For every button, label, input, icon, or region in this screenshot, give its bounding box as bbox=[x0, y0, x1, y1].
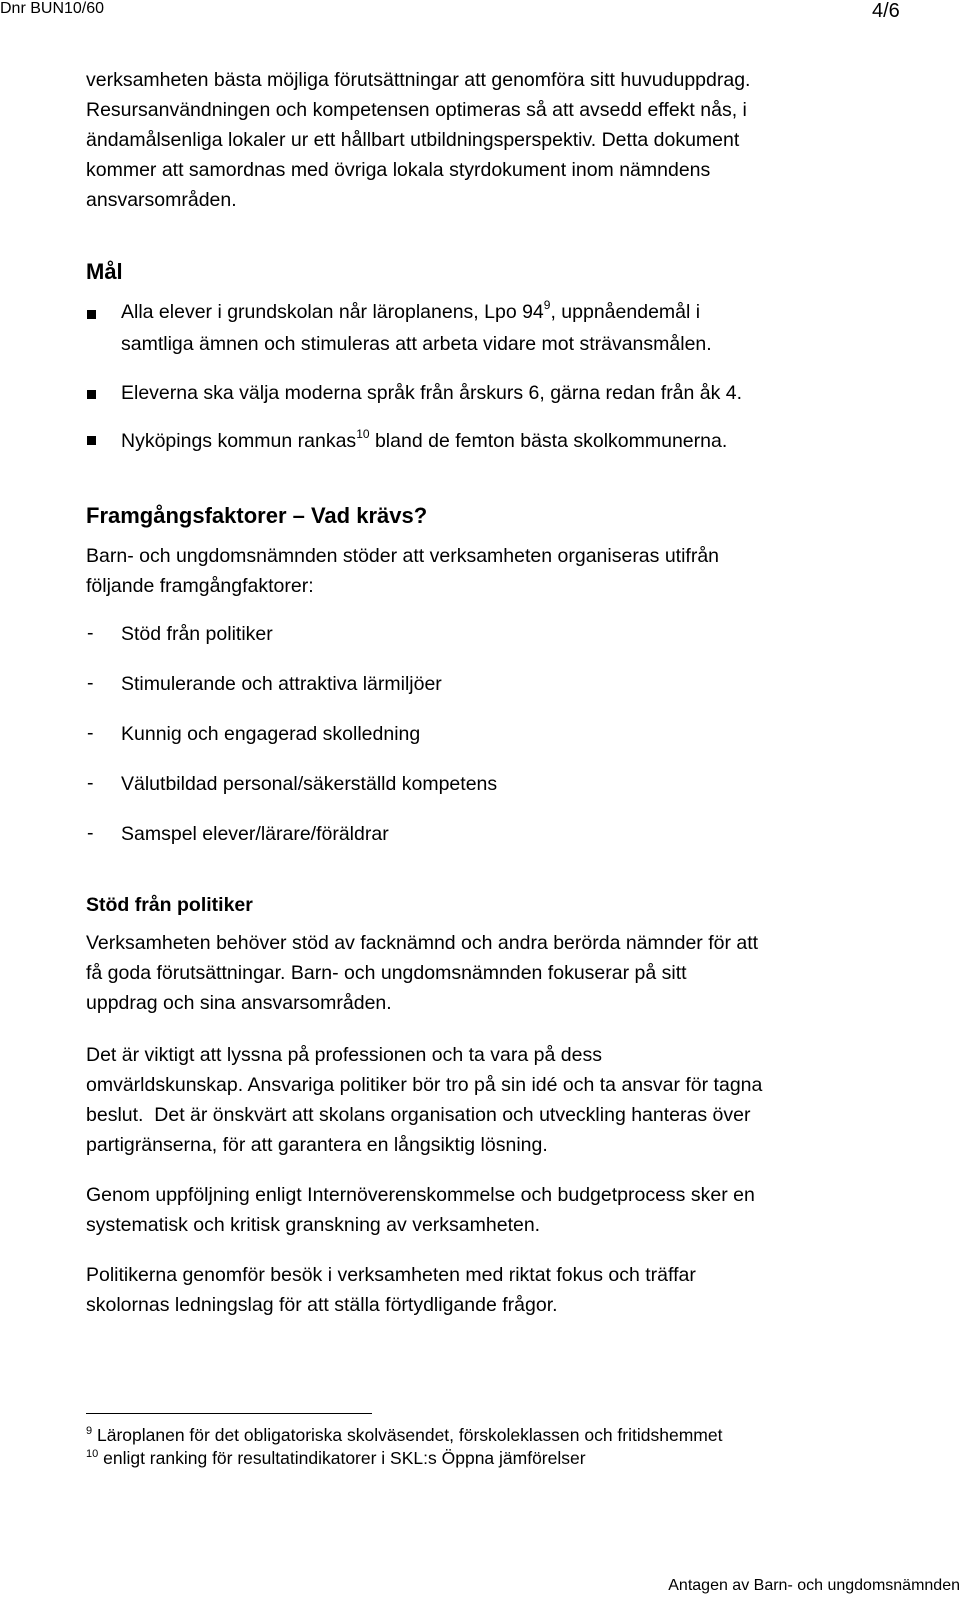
stod-paragraph-3 bbox=[86, 1180, 755, 1240]
paragraph-line: skolornas ledningslag för att ställa förtydligande frågor. bbox=[86, 1294, 558, 1316]
intro-line: kommer att samordnas med övriga lokala styrdokument inom nämndens bbox=[86, 159, 711, 181]
paragraph-line: Genom uppföljning enligt Internöverenskommelse och budgetprocess sker en bbox=[86, 1184, 755, 1206]
bullet-text: samtliga ämnen och stimuleras att arbeta vidare mot strävansmålen. bbox=[121, 333, 712, 355]
framgang-item: Välutbildad personal/säkerställd kompetens bbox=[121, 773, 498, 795]
dash-marker: - bbox=[87, 772, 94, 794]
footnote-text: enligt ranking för resultatindikatorer i SKL:s Öppna jämförelser bbox=[98, 1448, 586, 1468]
footnote-number: 9 bbox=[86, 1425, 93, 1437]
dash-marker: - bbox=[87, 822, 94, 844]
framgang-item: Stöd från politiker bbox=[121, 623, 273, 645]
document-number: Dnr BUN10/60 bbox=[0, 0, 105, 17]
paragraph-line: Verksamheten behöver stöd av facknämnd och andra berörda nämnder för att bbox=[86, 932, 759, 954]
paragraph-line: partigränserna, för att garantera en långsiktig lösning. bbox=[86, 1134, 548, 1156]
stod-paragraph-4 bbox=[86, 1260, 696, 1320]
bullet-text: Alla elever i grundskolan når läroplanens, Lpo 94 bbox=[121, 301, 544, 323]
bullet-square-icon bbox=[87, 310, 96, 319]
intro-line: verksamheten bästa möjliga förutsättningar att genomföra sitt huvuduppdrag. bbox=[86, 69, 751, 91]
footnote-separator bbox=[86, 1413, 372, 1414]
paragraph-line: systematisk och kritisk granskning av verksamheten. bbox=[86, 1214, 541, 1236]
framgang-item: Samspel elever/lärare/föräldrar bbox=[121, 823, 389, 845]
mal-bullet-3 bbox=[121, 426, 727, 458]
mal-bullet-1 bbox=[121, 297, 712, 359]
heading-mal: Mål bbox=[86, 259, 123, 284]
bullet-square-icon bbox=[87, 390, 96, 399]
bullet-text: bland de femton bästa skolkommunerna. bbox=[369, 430, 728, 452]
page-number: 4/6 bbox=[872, 0, 900, 22]
footnote-number: 10 bbox=[86, 1448, 99, 1460]
footer-approval: Antagen av Barn- och ungdomsnämnden bbox=[668, 1577, 960, 1594]
heading-framgangsfaktorer: Framgångsfaktorer – Vad krävs? bbox=[86, 503, 428, 528]
mal-bullet-2: Eleverna ska välja moderna språk från årskurs 6, gärna redan från åk 4. bbox=[121, 382, 743, 404]
paragraph-line: uppdrag och sina ansvarsområden. bbox=[86, 992, 392, 1014]
framgang-intro bbox=[86, 541, 719, 601]
dash-marker: - bbox=[87, 722, 94, 744]
framgang-intro-line: Barn- och ungdomsnämnden stöder att verksamheten organiseras utifrån bbox=[86, 545, 720, 567]
dash-marker: - bbox=[87, 672, 94, 694]
stod-paragraph-2 bbox=[86, 1040, 762, 1160]
stod-paragraph-1 bbox=[86, 928, 758, 1018]
framgang-item: Kunnig och engagerad skolledning bbox=[121, 723, 421, 745]
footnote-10 bbox=[86, 1447, 586, 1473]
footnote-text: Läroplanen för det obligatoriska skolväsendet, förskoleklassen och fritidshemmet bbox=[92, 1425, 723, 1445]
bullet-text: , uppnåendemål i bbox=[550, 301, 701, 323]
intro-line: ansvarsområden. bbox=[86, 189, 237, 211]
framgang-item: Stimulerande och attraktiva lärmiljöer bbox=[121, 673, 442, 695]
bullet-text: Nyköpings kommun rankas bbox=[121, 430, 357, 452]
framgang-intro-line: följande framgångfaktorer: bbox=[86, 575, 314, 597]
footnote-ref: 10 bbox=[356, 427, 370, 441]
paragraph-line: Politikerna genomför besök i verksamheten med riktat fokus och träffar bbox=[86, 1264, 696, 1286]
intro-line: Resursanvändningen och kompetensen optimeras så att avsedd effekt nås, i bbox=[86, 99, 747, 121]
heading-stod-fran-politiker: Stöd från politiker bbox=[86, 894, 253, 916]
paragraph-line: omvärldskunskap. Ansvariga politiker bör tro på sin idé och ta ansvar för tagna bbox=[86, 1074, 763, 1096]
paragraph-line: Det är viktigt att lyssna på professionen och ta vara på dess bbox=[86, 1044, 602, 1066]
dash-marker: - bbox=[87, 622, 94, 644]
footnote-ref: 9 bbox=[543, 298, 551, 312]
intro-paragraph bbox=[86, 65, 750, 215]
bullet-square-icon bbox=[87, 436, 96, 445]
paragraph-line: få goda förutsättningar. Barn- och ungdomsnämnden fokuserar på sitt bbox=[86, 962, 687, 984]
intro-line: ändamålsenliga lokaler ur ett hållbart utbildningsperspektiv. Detta dokument bbox=[86, 129, 740, 151]
paragraph-line: beslut. Det är önskvärt att skolans organisation och utveckling hanteras över bbox=[86, 1104, 751, 1126]
